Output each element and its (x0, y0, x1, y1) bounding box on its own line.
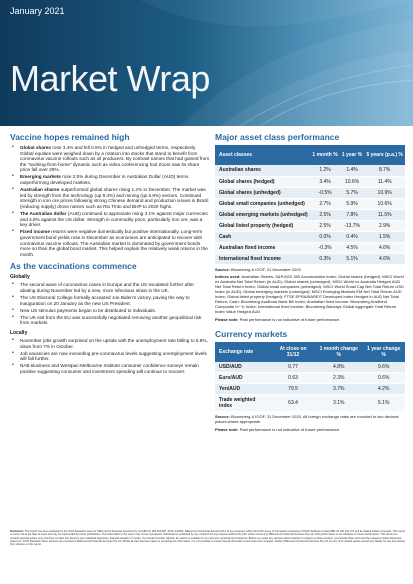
table-row (215, 176, 405, 187)
column-header: Asset classes (215, 145, 310, 165)
table-cell: 0.6% (362, 373, 405, 384)
bullet-lead: Australian shares (20, 187, 60, 193)
report-title: Market Wrap (10, 58, 210, 99)
globally-heading: Globally (10, 274, 30, 281)
table-cell: 10.9% (364, 187, 405, 198)
table-cell: 5.7% (340, 187, 364, 198)
table-cell: 79.5 (271, 384, 315, 395)
table-row (215, 209, 405, 220)
row-label: Trade weighted index (215, 395, 271, 412)
bullet-text: returns were negative domestically but positive internationally. Long-term government bond yields rose in December as economies are anticipated to recover with coronavirus vaccine rollouts. The Australian market is dominated by government bonds more so than the global bond market. This helped explain the relatively weak returns in the month. (20, 229, 208, 257)
table-row (215, 373, 405, 384)
table-cell: 8.7% (364, 165, 405, 176)
table-header-row (215, 145, 405, 165)
row-label: Global shares (unhedged) (215, 187, 310, 198)
currency-table (215, 342, 405, 413)
table-cell: 10.6% (340, 176, 364, 187)
bullet-lead: Emerging markets (20, 174, 61, 180)
table-cell: 0.3% (310, 253, 339, 264)
table-cell: 5.9% (340, 198, 364, 209)
list-item (10, 145, 210, 173)
table-cell: 3.4% (310, 176, 339, 187)
table-cell: 2.5% (310, 220, 339, 231)
list-item: • The second wave of coronavirus cases in Europe and the US escalated further after abating during November led by a new, more infectious strain in the UK. (10, 282, 210, 293)
table-cell: 4.2% (362, 384, 405, 395)
vaccine-bullets (10, 145, 210, 257)
left-column (10, 132, 210, 376)
table-cell: -13.7% (340, 220, 364, 231)
bullet-text: rose 2.5% during December in Australian Dollar (AUD) terms outperforming developed markets. (20, 174, 189, 186)
bullet-text: (AUD) continued to appreciate rising 3.1% against major currencies and 4.8% against the US dollar. Strength in commodity price, particularly iron ore, was a key driver. (20, 211, 208, 228)
column-header: 5 years (p.a.) % (364, 145, 405, 165)
currency-heading: Currency markets (215, 328, 288, 339)
table-cell: -0.3% (310, 242, 339, 253)
row-label: Australian fixed income (215, 242, 310, 253)
asset-class-table (215, 145, 405, 265)
table-cell: 2.9% (364, 220, 405, 231)
table-cell: 1.5% (364, 231, 405, 242)
column-header: 1 year % (340, 145, 364, 165)
table-cell: 0.63 (271, 373, 315, 384)
column-header: 1 year change % (362, 342, 405, 362)
row-label: Yen/AUD (215, 384, 271, 395)
row-label: International fixed income (215, 253, 310, 264)
currency-past-note: Please note: Past performance is not indicative of future performance. (215, 426, 341, 432)
row-label: USD/AUD (215, 362, 271, 373)
list-item: • November jobs growth surprised on the upside with the unemployment rate falling to 6.8%, down from 7% in October. (10, 338, 210, 349)
list-item (10, 187, 210, 209)
row-label: Global listed property (hedged) (215, 220, 310, 231)
table-row (215, 165, 405, 176)
asset-source-note: Source: Bloomberg & IOOF, 31 December 2020 (215, 266, 301, 272)
table-cell: 7.8% (340, 209, 364, 220)
bullet-lead: Global shares (20, 145, 52, 150)
bullet-lead: Fixed income (20, 229, 50, 235)
currency-section (215, 329, 405, 433)
table-cell: 5.1% (340, 253, 364, 264)
column-header: At close on 31/12 (271, 342, 315, 362)
table-row (215, 242, 405, 253)
column-header: 1 month change % (315, 342, 362, 362)
asset-class-heading: Major asset class performance (215, 132, 340, 142)
table-row (215, 220, 405, 231)
table-row (215, 231, 405, 242)
asset-past-note: Please note: Past performance is not indicative of future performance. (215, 316, 341, 322)
vaccinations-heading: As the vaccinations commence (10, 261, 137, 272)
table-cell: 0.4% (340, 231, 364, 242)
table-cell: 5.1% (362, 395, 405, 412)
row-label: Global shares (hedged) (215, 176, 310, 187)
table-cell: 3.7% (315, 384, 362, 395)
list-item: • The UK exit from the EU was successfully negotiated removing another geopolitical risk from markets. (10, 315, 210, 326)
table-row (215, 362, 405, 373)
table-cell: 0.0% (310, 231, 339, 242)
table-cell: 1.2% (310, 165, 339, 176)
table-cell: 2.5% (310, 209, 339, 220)
row-label: Cash (215, 231, 310, 242)
report-date: January 2021 (10, 6, 65, 16)
list-item: • The US Electoral College formally accepted Joe Biden's victory, paving the way to inauguration on 20 January as the new US President. (10, 295, 210, 306)
bullet-lead: The Australian dollar (20, 211, 67, 217)
list-item: • Job vacancies are now exceeding pre-coronavirus levels suggesting unemployment levels will fall further. (10, 351, 210, 362)
list-item (10, 211, 210, 228)
table-cell: 4.5% (340, 242, 364, 253)
table-row (215, 395, 405, 412)
row-label: Global small companies (unhedged) (215, 198, 310, 209)
table-cell: 11.5% (364, 209, 405, 220)
right-column (215, 132, 405, 433)
currency-source-note: Source: Bloomberg & IOOF, 31 December 2020. All foreign exchange rates are rounded to two decimal places where appropriate. (215, 414, 399, 424)
list-item: • NAB Business and Westpac-Melbourne Institute consumer confidence surveys remain positive suggesting consumer and investment spending will continue to recover. (10, 363, 210, 374)
table-cell: 2.3% (315, 373, 362, 384)
table-cell: 0.77 (271, 362, 315, 373)
table-cell: 63.4 (271, 395, 315, 412)
locally-heading: Locally (10, 329, 28, 336)
table-header-row (215, 342, 405, 362)
table-cell: 4.6% (364, 242, 405, 253)
table-cell: 2.7% (310, 198, 339, 209)
disclaimer: Disclaimer: This report has been prepared by the IOOF Research team for Millennium3 Financial Services Pty Ltd ABN 61 094 529 987, AFSL 244252. Millennium3 Financial Services Pty Ltd is a company within the IOOF group of companies consisting of IOOF Holdings Limited ABN 49 100 103 722 and its related bodies corporate. This report is current as at the date of issue and may be superseded by future publications. The information in the report may not be reproduced, distributed or published by any recipient for any purpose without the prior written consent of Millennium3 Financial Services Pty Ltd. Past performance is not indicative of future performance. This document contains general advice only and does not take into account your individual objectives, financial situation or needs. You should consider whether the advice is suitable for you and your personal circumstances. Before you make any decision about whether to acquire a certain product, you should obtain and read the relevant product disclosure statement. IOOF Research Team services are provided to Millennium3 Financial Services Pty Ltd. Whilst all care has been taken in compiling this information, it is not possible to ensure that all information is accurate and complete. Neither Millennium3 Financial Services Pty Ltd nor any of its related parties accept any liability for any loss arising from reliance on this report. (10, 530, 405, 547)
list-item (10, 174, 210, 185)
table-cell: 11.4% (364, 176, 405, 187)
table-row (215, 198, 405, 209)
locally-bullets (10, 338, 210, 375)
row-label: Euro/AUD (215, 373, 271, 384)
list-item (10, 229, 210, 257)
table-cell: -0.5% (310, 187, 339, 198)
list-item: • New US stimulus payments began to be distributed to individuals. (10, 308, 210, 314)
table-row (215, 384, 405, 395)
hero-banner (0, 0, 413, 126)
vaccine-heading: Vaccine hopes remained high (10, 132, 130, 142)
table-row (215, 253, 405, 264)
table-cell: 1.4% (340, 165, 364, 176)
table-cell: 10.6% (364, 198, 405, 209)
table-cell: 4.6% (364, 253, 405, 264)
table-cell: 9.6% (362, 362, 405, 373)
table-cell: 3.1% (315, 395, 362, 412)
bullet-text: outperformed global shares rising 1.2% in December. The market was led by strength from the technology (up 9.4%) and mining (up 6.8%) sectors. Continued strength in iron ore prices following strong Chinese demand and production issues in Brazil (reducing supply) drove names such as Rio Tinto and BHP to 2020 highs. (20, 187, 209, 209)
column-header: 1 month % (310, 145, 339, 165)
table-cell: 4.8% (315, 362, 362, 373)
row-label: Global emerging markets (unhedged) (215, 209, 310, 220)
globally-bullets (10, 282, 210, 326)
bullet-text: rose 3.4% and fell 0.5% in hedged and unhedged terms, respectively. Global equities were weighed down by a rotation into stocks that stand to benefit from coronavirus vaccine rollouts such as oil producers. By contrast names that had gained from the "working-from-home" dynamic such as video conferencing tool Zoom saw its share price fall over 29%. (20, 145, 210, 173)
table-row (215, 187, 405, 198)
column-header: Exchange rate (215, 342, 271, 362)
row-label: Australian shares (215, 165, 310, 176)
asset-indices-note: Indices used: Australian Shares: S&P/ASX 300 Accumulation Index; Global shares (hedged): MSCI World ex Australia Net Total Return (in AUD); Global shares (unhedged): MSCI World ex Australia Hedged AUD Net Total Return Index; Global small companies (unhedged): MSCI World Small Cap Net Total Return USD Index (in AUD); Global emerging markets (unhedged): MSCI Emerging Markets EM Net Total Return AUD Index; Global listed property (hedged): FTSE EPRA/NAREIT Developed Index Hedged in AUD Net Total Return; Cash: Bloomberg AusBond Bank Bill Index; Australian fixed income: Bloomberg AusBond Composite 0+ Yr Index; International fixed income: Bloomberg Barclays Global Aggregate Total Return Index Value Hedged AUD (215, 274, 404, 314)
